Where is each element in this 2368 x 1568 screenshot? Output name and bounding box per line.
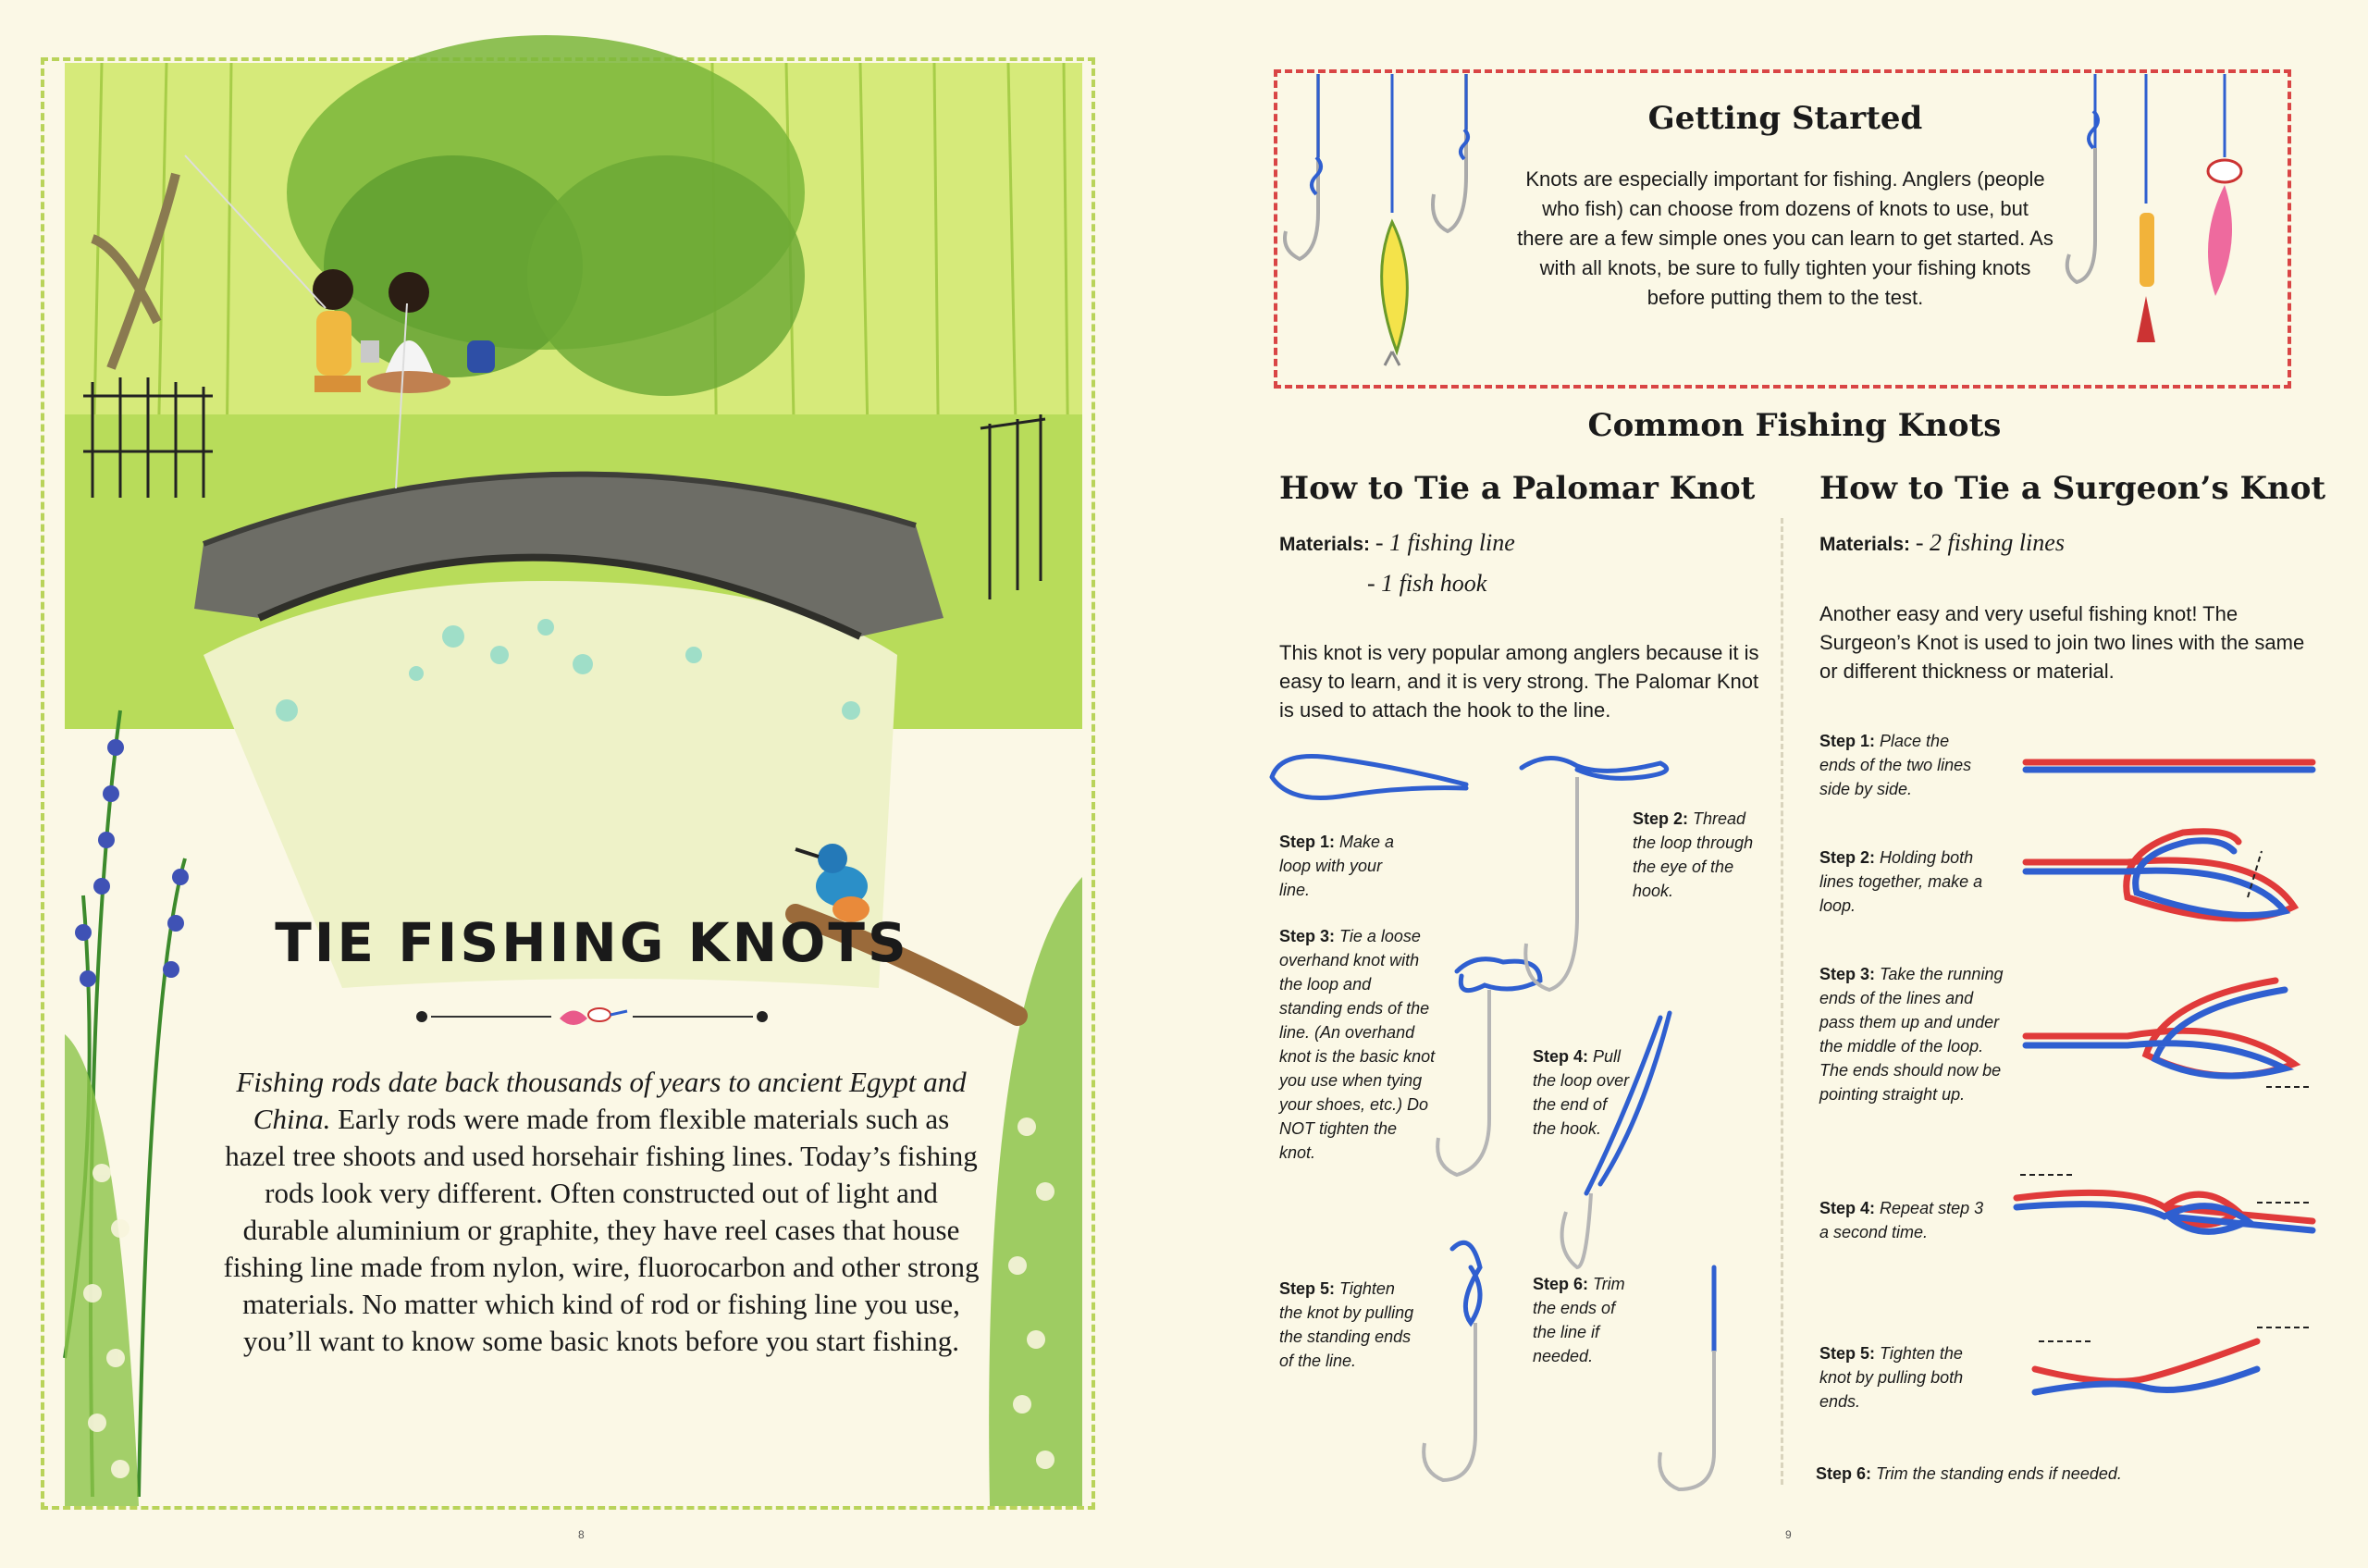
palomar-materials	[1279, 522, 1515, 566]
step-label: Step 2:	[1819, 848, 1876, 867]
surgeon-step-1	[1819, 729, 1986, 801]
getting-started-text: Knots are especially important for fishing. Anglers (people who fish) can choose from dozens of knots to use, but there are a few simple ones you can learn to get started. As with all knots, be sure to fully tighten your fishing knots before putting them to the test.	[1517, 167, 2054, 309]
ornament-line	[633, 1016, 753, 1018]
column-divider	[1781, 518, 1783, 1485]
surgeon-step-6	[1816, 1462, 2334, 1486]
palomar-step-6	[1533, 1272, 1630, 1368]
surgeon-materials	[1819, 522, 2065, 566]
palomar-step-4	[1533, 1044, 1630, 1141]
fishing-lure-icon	[555, 998, 629, 1035]
step-label: Step 1:	[1279, 833, 1336, 851]
hooks-and-lure-left-illustration	[1281, 74, 1512, 370]
intro-italic-text: Fishing rods date back thousands of years to ancient Egypt and China.	[236, 1066, 967, 1135]
step-text: Holding both lines together, make a loop.	[1819, 848, 1983, 915]
surgeon-step-2	[1819, 846, 1986, 918]
palomar-step2-hook	[1525, 777, 1577, 990]
step-text: Tighten the knot by pulling both ends.	[1819, 1344, 1964, 1411]
palomar-step-5	[1279, 1277, 1418, 1373]
title-block	[268, 911, 916, 1035]
palomar-step5-hook	[1424, 1323, 1475, 1480]
palomar-materials-label: Materials:	[1279, 534, 1371, 555]
palomar-step5-knot	[1452, 1242, 1480, 1323]
surgeon-description: Another easy and very useful fishing knot! The Surgeon’s Knot is used to join two lines with the same or different thickness or material.	[1819, 602, 2305, 683]
palomar-step-1	[1279, 830, 1409, 902]
intro-paragraph	[222, 1064, 980, 1360]
palomar-step6-hook	[1659, 1351, 1714, 1489]
step-label: Step 4:	[1533, 1047, 1589, 1066]
step-text: Place the ends of the two lines side by side.	[1819, 732, 1972, 798]
ornament-dot	[757, 1011, 768, 1022]
palomar-materials-cont	[1367, 562, 1486, 607]
ornament-line	[431, 1016, 551, 1018]
step-text: Make a loop with your line.	[1279, 833, 1395, 899]
step-label: Step 5:	[1279, 1279, 1336, 1298]
intro-body-text: Early rods were made from flexible materials such as hazel tree shoots and used horsehair fishing lines. Today’s fishing rods look very different. Often constructed out of light and durable aluminium or graphite, they have reel cases that house fishing line made from nylon, wire, fluorocarbon and other strong materials. No matter which kind of rod or fishing line you use, you’ll want to know some basic knots before you start fishing.	[223, 1103, 980, 1357]
surgeon-steps-illustration	[2016, 740, 2331, 1443]
surgeon-materials-label: Materials:	[1819, 534, 1911, 555]
step-text: Thread the loop through the eye of the hook.	[1633, 809, 1754, 900]
step-label: Step 3:	[1819, 965, 1876, 983]
palomar-step-2	[1633, 807, 1758, 903]
palomar-material-1: - 1 fishing line	[1375, 529, 1515, 556]
step-text: Tighten the knot by pulling the standing ends of the line.	[1279, 1279, 1414, 1370]
hooks-and-lure-right-illustration	[2077, 74, 2299, 370]
palomar-step1-loop	[1272, 757, 1466, 798]
palomar-description: This knot is very popular among anglers because it is easy to learn, and it is very strong. The Palomar Knot is used to attach the hook to the line.	[1279, 641, 1759, 722]
step-text: Tie a loose overhand knot with the loop and standing ends of the line. (An overhand knot is the basic knot you use when tying your shoes, etc.) Do NOT tighten the knot.	[1279, 927, 1436, 1162]
step-text: Trim the ends of the line if needed.	[1533, 1275, 1625, 1365]
palomar-step4-hook	[1562, 1193, 1591, 1267]
step-label: Step 1:	[1819, 732, 1876, 750]
surgeon-step-4	[1819, 1196, 1986, 1244]
palomar-step-3	[1279, 924, 1437, 1165]
palomar-step2-loop	[1522, 758, 1667, 778]
step-label: Step 2:	[1633, 809, 1689, 828]
step-label: Step 6:	[1816, 1464, 1872, 1483]
getting-started-title: Getting Started	[1647, 100, 1923, 137]
surgeon-knot-title: How to Tie a Surgeon’s Knot	[1819, 470, 2326, 507]
common-knots-title: Common Fishing Knots	[1587, 407, 2002, 444]
palomar-step3-hook	[1437, 990, 1489, 1175]
step-text: Trim the standing ends if needed.	[1876, 1464, 2122, 1483]
ornament-dot	[416, 1011, 427, 1022]
page-number-left: 8	[578, 1528, 585, 1541]
surgeon-step-3	[1819, 962, 2009, 1106]
surgeon-step-5	[1819, 1341, 1986, 1414]
palomar-knot-title: How to Tie a Palomar Knot	[1279, 470, 1756, 507]
step-text: Take the running ends of the lines and pass them up and under the middle of the loop. The ends should now be pointing straight up.	[1819, 965, 2004, 1104]
step-text: Pull the loop over the end of the hook.	[1533, 1047, 1630, 1138]
step-label: Step 3:	[1279, 927, 1336, 945]
step-label: Step 4:	[1819, 1199, 1876, 1217]
palomar-material-2: - 1 fish hook	[1367, 570, 1487, 597]
page-title: TIE FISHING KNOTS	[275, 911, 909, 974]
step-text: Repeat step 3 a second time.	[1819, 1199, 1984, 1241]
page-number-right: 9	[1785, 1528, 1792, 1541]
surgeon-material-1: - 2 fishing lines	[1915, 529, 2065, 556]
title-ornament	[416, 998, 768, 1035]
surgeon-step5-red	[2035, 1341, 2257, 1381]
step-label: Step 6:	[1533, 1275, 1589, 1293]
step-label: Step 5:	[1819, 1344, 1876, 1363]
